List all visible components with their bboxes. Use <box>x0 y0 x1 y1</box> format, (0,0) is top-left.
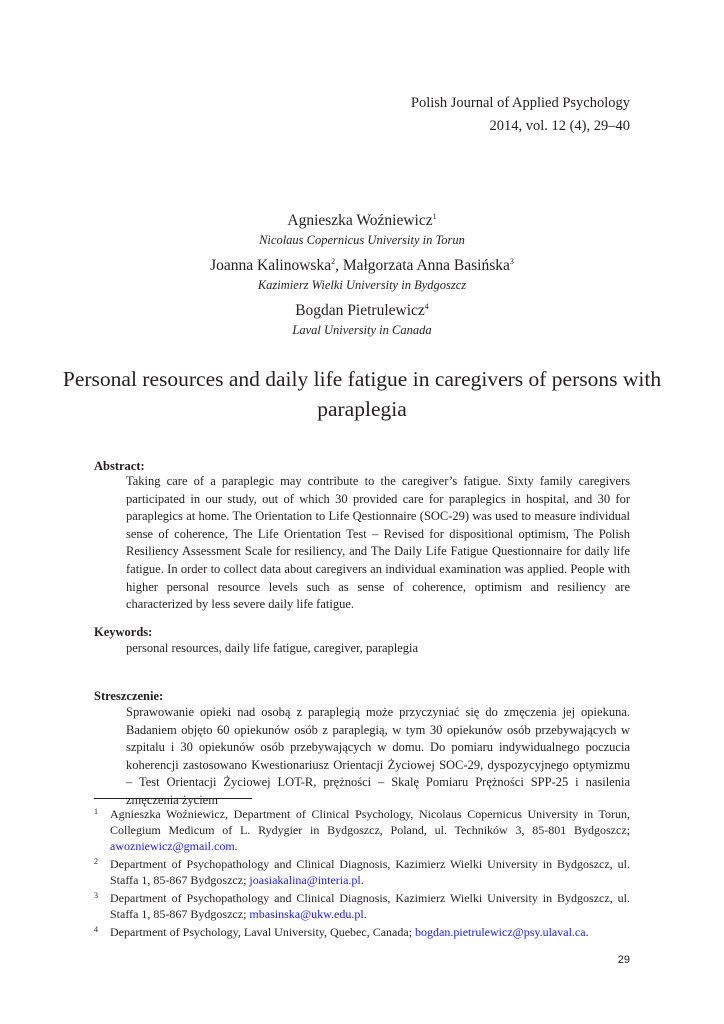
abstract-heading: Abstract: <box>94 459 145 473</box>
footnotes <box>94 806 630 942</box>
journal-header <box>411 92 630 138</box>
page-number: 29 <box>617 954 630 966</box>
author-name: Agnieszka Woźniewicz$^1$ <box>287 211 437 229</box>
journal-volume: 2014, vol. 12 (4), 29–40 <box>489 118 630 134</box>
streszczenie-text: Sprawowanie opieki nad osobą z paraplegią może przyczyniać się do zmęczenia jej opiekuna. Badaniem objęto 60 opiekunów osób z paraplegią, w tym 30 opiekunów osób przebywających w szpitalu i 30 opiekunów osób przebywających w domu. Do pomiaru indywidualnego poczucia koherencji zastosowano Kwestionariusz Orientacji Życiowej SOC-29, dyspozycyjnego optymizmu – Test Orientacji Życiowej LOT-R, prężności – Skalę Pomiaru Prężności SPP-25 i nasilenia zmęczenia życiem <box>126 705 630 807</box>
abstract-text: Taking care of a paraplegic may contribute to the caregiver’s fatigue. Sixty family caregivers participated in our study, out of which 30 provided care for paraplegics in hospital, and 30 for paraplegics at home. The Orientation to Life Qestionnaire (SOC-29) was used to measure individual sense of coherence, The Life Orientation Test – Revised for dispositional optimism, The Polish Resiliency Assessment Scale for resiliency, and The Daily Life Fatigue Questionnaire for daily life fatigue. In order to collect data about caregivers an individual examination was applied. People with higher personal resource levels such as sense of coherence, optimism and resiliency are characterized by less severe daily life fatigue. <box>126 474 630 612</box>
author-affiliation: Kazimierz Wielki University in Bydgoszcz <box>257 278 467 292</box>
footnote-number: 3 <box>94 891 98 900</box>
author-name: Bogdan Pietrulewicz$^4$ <box>295 301 429 319</box>
footnote-number: 1 <box>94 807 98 816</box>
footnote-email-link[interactable]: mbasinska@ukw.edu.pl <box>249 907 364 921</box>
footnote-email-link[interactable]: awozniewicz@gmail.com <box>110 839 235 853</box>
footnote-number: 4 <box>94 925 98 934</box>
footnote-email-link[interactable]: joasiakalina@interia.pl <box>249 873 361 887</box>
footnote-email-link[interactable]: bogdan.pietrulewicz@psy.ulaval.ca <box>415 925 586 939</box>
footnote: 3 Department of Psychopathology and Clinical Diagnosis, Kazimierz Wielki University in Bydgoszcz, ul. Staffa 1, 85-867 Bydgoszcz; mbasinska@ukw.edu.pl. <box>94 891 630 921</box>
journal-name: Polish Journal of Applied Psychology <box>410 95 630 111</box>
footnote: 2 Department of Psychopathology and Clinical Diagnosis, Kazimierz Wielki University in Bydgoszcz, ul. Staffa 1, 85-867 Bydgoszcz; joasiakalina@interia.pl. <box>94 857 630 887</box>
footnote-divider <box>94 798 252 799</box>
streszczenie-heading: Streszczenie: <box>94 689 164 703</box>
author-block <box>0 210 724 345</box>
author-affiliation: Nicolaus Copernicus University in Torun <box>259 233 465 247</box>
footnote: 4 Department of Psychology, Laval University, Quebec, Canada; bogdan.pietrulewicz@psy.ulaval.ca. <box>94 925 589 939</box>
footnote-number: 2 <box>94 857 98 866</box>
author-name: Joanna Kalinowska$^2$, Małgorzata Anna Basińska$^3$ <box>210 256 514 274</box>
paper-title: Personal resources and daily life fatigue in caregivers of persons with paraplegia <box>62 367 662 421</box>
author-affiliation: Laval University in Canada <box>292 323 432 337</box>
keywords-heading: Keywords: <box>94 625 153 639</box>
footnote: 1 Agnieszka Woźniewicz, Department of Clinical Psychology, Nicolaus Copernicus University in Torun, Collegium Medicum of L. Rydygier in Bydgoszcz, Poland, ul. Techników 3, 85-801 Bydgoszcz; awozniewicz@gmail.com. <box>94 807 630 853</box>
keywords-text: personal resources, daily life fatigue, caregiver, paraplegia <box>126 641 419 655</box>
